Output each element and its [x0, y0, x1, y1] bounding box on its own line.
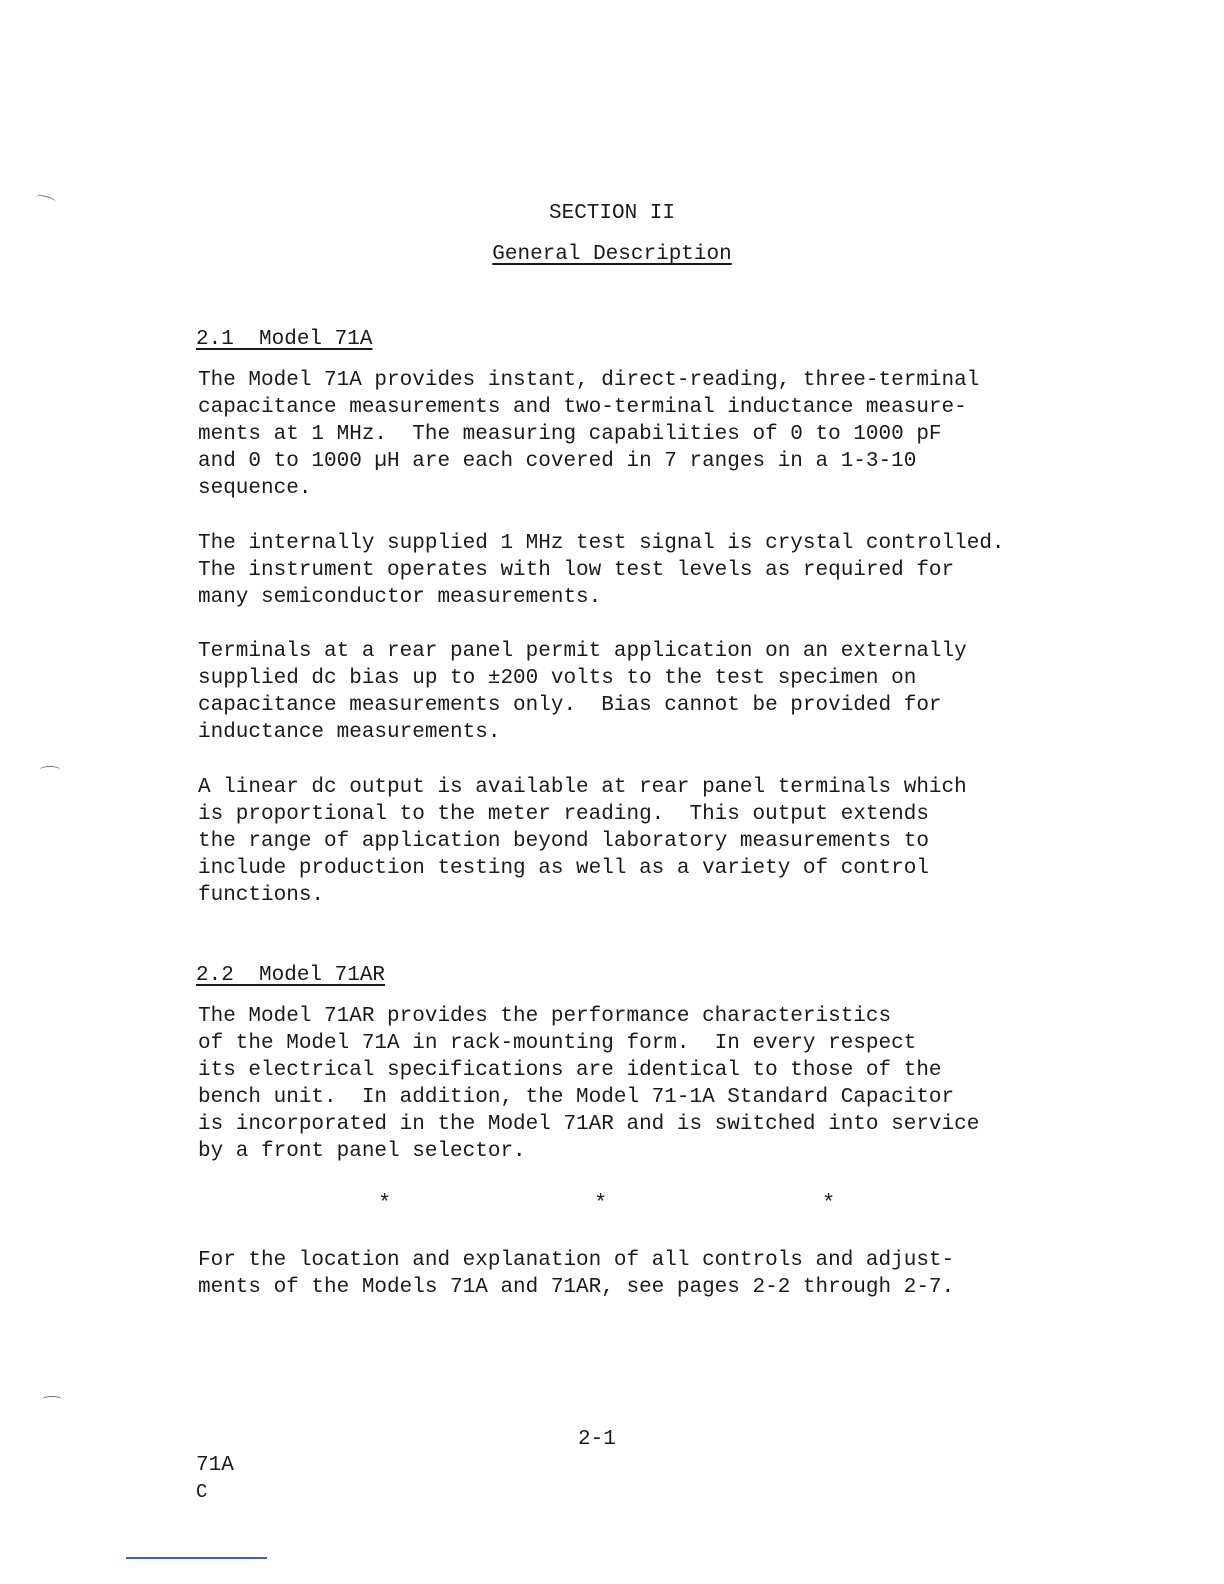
section-label: SECTION II — [548, 202, 676, 225]
footer-revision: C — [196, 1481, 208, 1503]
margin-hole-mark — [40, 766, 60, 773]
footer-model: 71A — [196, 1454, 234, 1477]
paragraph-71ar-overview: The Model 71AR provides the performance characteristics of the Model 71A in rack-mounting form. In every respect its electrical specifications are identical to those of the bench unit. In addition, the Model 71-1A Standard Capacitor is incorporated in the Model 71AR and is switched into service by a front panel selector. — [198, 1005, 980, 1163]
section-title — [0, 241, 1224, 269]
paragraph-controls-reference: For the location and explanation of all controls and adjust- ments of the Models 71A and 71AR, see pages 2-2 through 2-7. — [198, 1249, 955, 1299]
heading-model-71ar: 2.2 Model 71AR — [196, 964, 386, 987]
paragraph-dc-output: A linear dc output is available at rear panel terminals which is proportional to the meter reading. This output extends the range of application beyond laboratory measurements to include production testing as well as a variety of control functions. — [198, 776, 967, 907]
heading-model-71a: 2.1 Model 71A — [196, 328, 373, 351]
paragraph-test-signal: The internally supplied 1 MHz test signal is crystal controlled. The instrument operates with low test levels as required for many semiconductor measurements. — [198, 532, 1005, 609]
separator-asterisk: * — [378, 1191, 392, 1216]
paragraph-dc-bias: Terminals at a rear panel permit application on an externally supplied dc bias up to ±200 volts to the test specimen on capacitance measurements only. Bias cannot be provided for inductance measurements. — [198, 640, 967, 744]
section-title-text: General Description — [492, 243, 732, 266]
separator-asterisk: * — [594, 1191, 608, 1216]
paragraph-71a-overview: The Model 71A provides instant, direct-reading, three-terminal capacitance measurements and two-terminal inductance measure- ments at 1 MHz. The measuring capabilities of 0 to 1000 pF and 0 to 1000 µH are each covered in 7 ranges in a 1-3-10 sequence. — [198, 369, 980, 500]
margin-hole-mark — [42, 1396, 62, 1403]
page-number: 2-1 — [578, 1428, 616, 1451]
bottom-rule — [126, 1557, 267, 1559]
separator-asterisk: * — [822, 1191, 836, 1216]
